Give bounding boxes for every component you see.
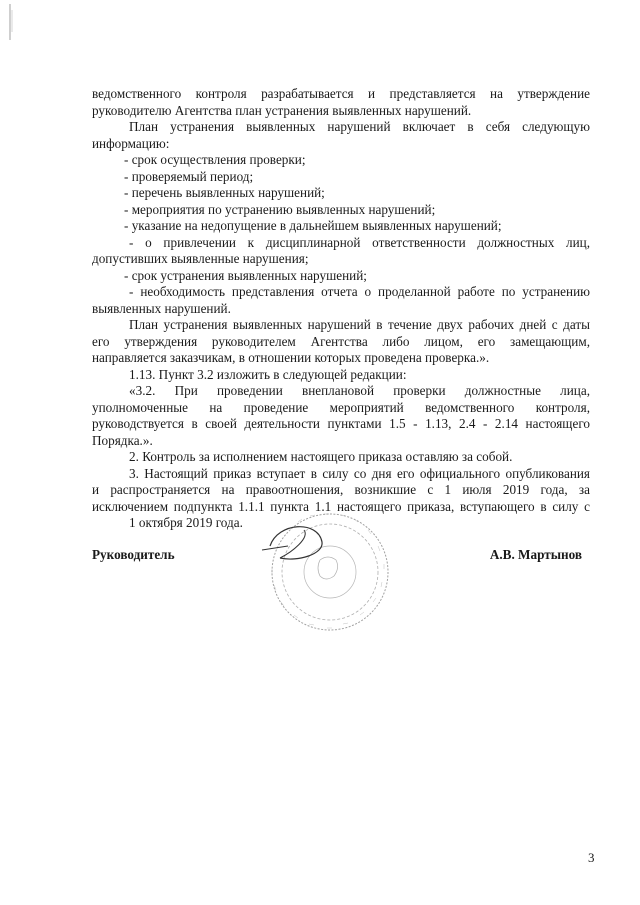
list-item: - мероприятия по устранению выявленных нарушений;	[124, 201, 436, 217]
text-line: уполномоченные на проведение мероприятий ведомственного контроля,	[92, 399, 590, 415]
text-line: руководствуется в своей деятельности пунктами 1.5 - 1.13, 2.4 - 2.14 настоящего	[92, 416, 590, 431]
list-item: - проверяемый период;	[124, 168, 254, 184]
list-item: - указание на недопущение в дальнейшем выявленных нарушений;	[124, 218, 502, 233]
text-line: 2. Контроль за исполнением настоящего приказа оставляю за собой.	[129, 449, 513, 464]
text-line: Порядка.».	[92, 432, 153, 448]
text-line: исключением подпункта 1.1.1 пункта 1.1 настоящего приказа, вступающего в силу с	[92, 498, 590, 514]
list-item: - перечень выявленных нарушений;	[124, 185, 325, 200]
text-line: 1 октября 2019 года.	[129, 515, 243, 530]
text-line: 3. Настоящий приказ вступает в силу со дня его официального опубликования	[129, 465, 590, 481]
text-line: его утверждения руководителем Агентства либо лицом, его замещающим,	[92, 333, 590, 349]
text-line: План устранения выявленных нарушений в течение двух рабочих дней с даты	[129, 317, 590, 332]
official-seal-stamp	[258, 502, 398, 640]
signatory-title: Руководитель	[92, 547, 175, 562]
text-line: «3.2. При проведении внеплановой проверки должностные лица,	[129, 383, 590, 398]
scan-edge-mark	[8, 4, 14, 40]
list-item: - срок осуществления проверки;	[124, 152, 306, 167]
clause-heading: 1.13. Пункт 3.2 изложить в следующей редакции:	[129, 366, 407, 382]
signatory-name: А.В. Мартынов	[489, 547, 582, 562]
list-item: - о привлечении к дисциплинарной ответственности должностных лиц,	[129, 234, 590, 250]
text-line: и распространяется на правоотношения, возникшие с 1 июля 2019 года, за	[92, 482, 590, 497]
page-number: 3	[588, 850, 595, 865]
text-line: План устранения выявленных нарушений включает в себя следующую	[129, 119, 590, 134]
text-line: руководителю Агентства план устранения выявленных нарушений.	[92, 102, 472, 118]
text-line: информацию:	[92, 135, 170, 151]
text-line: выявленных нарушений.	[92, 300, 231, 316]
list-item: - необходимость представления отчета о проделанной работе по устранению	[129, 284, 590, 299]
text-line: допустивших выявленные нарушения;	[92, 251, 309, 266]
text-line: направляется заказчикам, в отношении которых проведена проверка.».	[92, 350, 490, 365]
document-body	[92, 86, 590, 532]
text-line: ведомственного контроля разрабатывается и представляется на утверждение	[92, 86, 590, 101]
list-item: - срок устранения выявленных нарушений;	[124, 267, 367, 283]
